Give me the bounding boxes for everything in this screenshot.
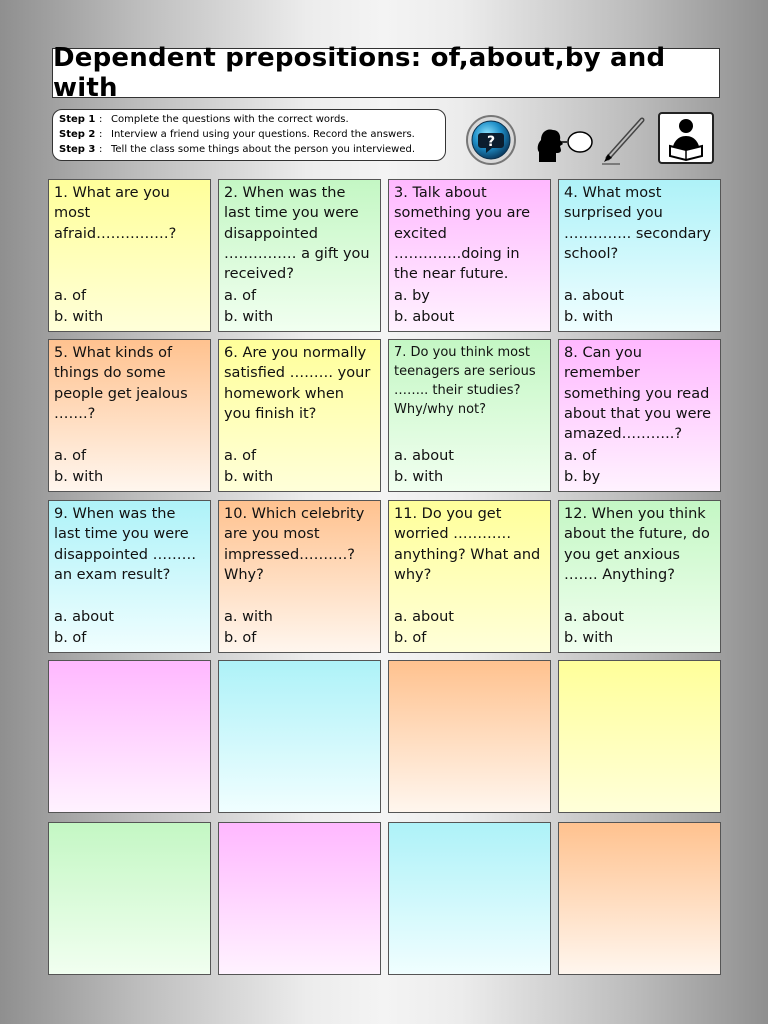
question-card-7 (388, 339, 551, 492)
question-text: 10. Which celebrity are you most impressed……….? Why? (224, 506, 365, 583)
answer-options (224, 446, 273, 487)
option-a: a. by (394, 288, 430, 305)
empty-card (558, 660, 721, 813)
answer-options (54, 446, 103, 487)
answer-options (564, 607, 624, 648)
answer-options (224, 286, 273, 327)
question-card-6 (218, 339, 381, 492)
option-a: a. about (394, 448, 454, 465)
answer-options (564, 286, 624, 327)
option-a: a. with (224, 609, 273, 626)
option-a: a. of (54, 448, 87, 465)
question-text: 6. Are you normally satisfied ……… your homework when you finish it? (224, 345, 371, 422)
step-separator: : (99, 144, 103, 155)
option-b: b. with (564, 629, 614, 646)
empty-card (388, 822, 551, 975)
question-text: 9. When was the last time you were disappointed ……… an exam result? (54, 506, 197, 583)
step-number: Step 2 (59, 129, 96, 140)
step-text: Complete the questions with the correct words. (111, 114, 349, 125)
question-card-11 (388, 500, 551, 653)
question-text: 4. What most surprised you ………….. secondary school? (564, 185, 711, 262)
empty-card (48, 660, 211, 813)
empty-card (48, 822, 211, 975)
option-b: b. with (54, 308, 104, 325)
option-a: a. of (224, 448, 257, 465)
option-a: a. of (224, 288, 257, 305)
question-card-1 (48, 179, 211, 332)
step-text: Interview a friend using your questions. Record the answers. (111, 129, 415, 140)
question-text: 5. What kinds of things do some people get jealous …….? (54, 345, 188, 422)
answer-options (54, 607, 114, 648)
empty-card (388, 660, 551, 813)
answer-options (394, 607, 454, 648)
question-card-9 (48, 500, 211, 653)
question-text: 7. Do you think most teenagers are serious …….. their studies? Why/why not? (394, 345, 536, 417)
option-b: b. of (394, 629, 427, 646)
step-separator: : (99, 114, 103, 125)
empty-card (218, 660, 381, 813)
answer-options (54, 286, 103, 327)
option-b: b. with (224, 468, 274, 485)
answer-options (224, 607, 273, 648)
option-b: b. about (394, 308, 455, 325)
step-number: Step 3 (59, 144, 96, 155)
option-b: b. of (224, 629, 257, 646)
option-b: b. with (564, 308, 614, 325)
question-card-12 (558, 500, 721, 653)
option-a: a. of (54, 288, 87, 305)
option-b: b. with (224, 308, 274, 325)
question-card-5 (48, 339, 211, 492)
step-text: Tell the class some things about the person you interviewed. (111, 144, 416, 155)
option-b: b. by (564, 468, 601, 485)
option-a: a. about (394, 609, 454, 626)
page-title: Dependent prepositions: of,about,by and with (53, 43, 666, 103)
step-number: Step 1 (59, 114, 96, 125)
empty-card (218, 822, 381, 975)
question-text: 11. Do you get worried ………… anything? What and why? (394, 506, 541, 583)
question-text: 8. Can you remember something you read about that you were amazed………..? (564, 345, 712, 443)
answer-options (394, 286, 454, 327)
option-a: a. of (564, 448, 597, 465)
option-a: a. about (54, 609, 114, 626)
question-text: 3. Talk about something you are excited …………..doing in the near future. (394, 185, 531, 283)
question-card-10 (218, 500, 381, 653)
svg-text:?: ? (486, 134, 496, 150)
option-b: b. of (54, 629, 87, 646)
answer-options (394, 446, 454, 487)
empty-card (558, 822, 721, 975)
option-b: b. with (394, 468, 444, 485)
option-b: b. with (54, 468, 104, 485)
question-card-8 (558, 339, 721, 492)
option-a: a. about (564, 288, 624, 305)
question-text: 1. What are you most afraid……………? (54, 185, 177, 242)
question-card-3 (388, 179, 551, 332)
question-card-2 (218, 179, 381, 332)
answer-options (564, 446, 600, 487)
question-card-4 (558, 179, 721, 332)
option-a: a. about (564, 609, 624, 626)
step-separator: : (99, 129, 103, 140)
question-text: 2. When was the last time you were disappointed …………… a gift you received? (224, 185, 370, 283)
question-text: 12. When you think about the future, do you get anxious ……. Anything? (564, 506, 710, 583)
